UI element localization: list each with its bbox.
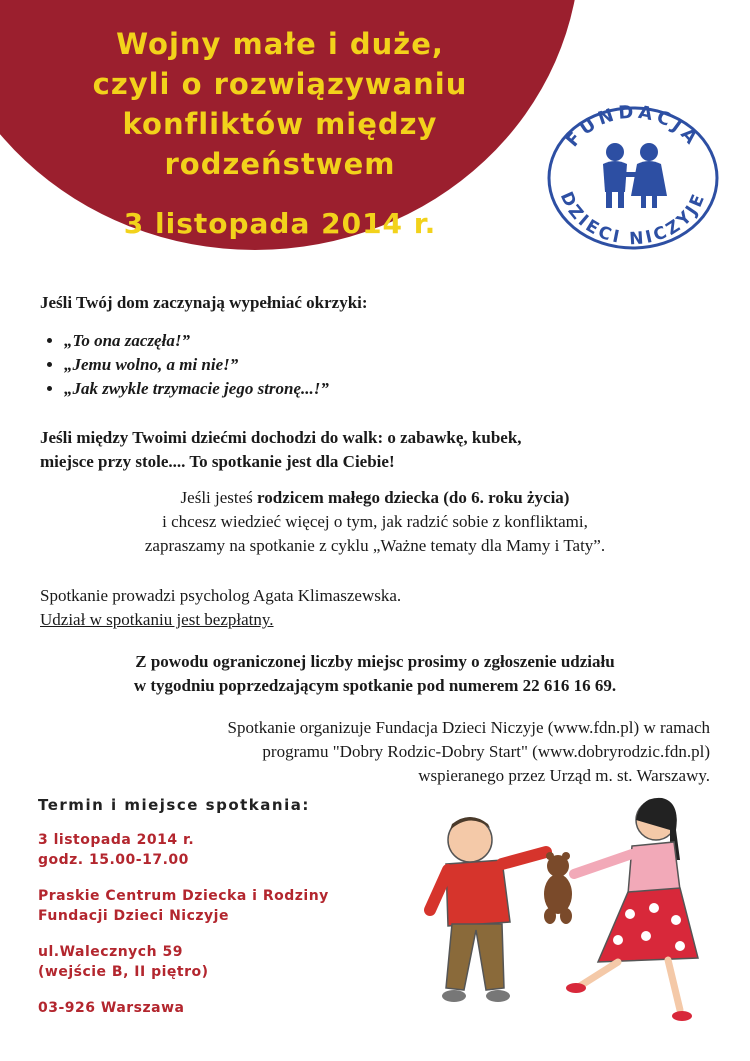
event-date: 3 listopada 2014 r. xyxy=(123,207,437,240)
invitation-prefix: Jeśli jesteś xyxy=(180,488,258,507)
registration-line-2: w tygodniu poprzedzającym spotkanie pod numerem 22 616 16 69. xyxy=(133,676,617,695)
event-details xyxy=(38,796,418,1018)
event-title xyxy=(60,24,500,244)
title-line-3: konfliktów między xyxy=(122,107,438,141)
details-date: 3 listopada 2014 r. xyxy=(38,832,195,848)
organizer-line-3: wspieranego przez Urząd m. st. Warszawy. xyxy=(418,766,710,785)
teddy-bear-icon xyxy=(544,852,572,924)
invitation-line-3: zapraszamy na spotkanie z cyklu „Ważne tematy dla Mamy i Taty”. xyxy=(144,536,606,555)
conflict-line-2: miejsce przy stole.... To spotkanie jest dla Ciebie! xyxy=(40,452,395,471)
conflict-line-1: Jeśli między Twoimi dziećmi dochodzi do walk: o zabawkę, kubek, xyxy=(40,428,522,447)
organizer-line-1: Spotkanie organizuje Fundacja Dzieci Niczyje (www.fdn.pl) w ramach xyxy=(227,718,710,737)
registration-line-1: Z powodu ograniczonej liczby miejsc prosimy o zgłoszenie udziału xyxy=(135,652,615,671)
details-place-1: Praskie Centrum Dziecka i Rodziny xyxy=(38,888,329,904)
logo-text-bottom: DZIECI NICZYJE xyxy=(555,188,711,250)
invitation-line-2: i chcesz wiedzieć więcej o tym, jak radzić sobie z konfliktami, xyxy=(162,512,588,531)
quote-item: • „Jak zwykle trzymacie jego stronę...!” xyxy=(64,377,329,401)
logo-text-top: FUNDACJA xyxy=(562,101,704,152)
title-line-1: Wojny małe i duże, xyxy=(116,27,444,61)
girl-figure xyxy=(566,798,698,1021)
title-line-4: rodzeństwem xyxy=(164,147,396,181)
quote-list xyxy=(40,329,329,401)
fundacja-logo xyxy=(543,100,723,250)
title-line-2: czyli o rozwiązywaniu xyxy=(92,67,468,101)
quote-item: • „Jemu wolno, a mi nie!” xyxy=(64,353,329,377)
registration-paragraph xyxy=(20,650,730,698)
children-illustration xyxy=(418,790,708,1040)
details-time: godz. 15.00-17.00 xyxy=(38,852,189,868)
details-address-2: (wejście B, II piętro) xyxy=(38,964,209,980)
details-city: 03-926 Warszawa xyxy=(38,1000,185,1016)
quote-item: • „To ona zaczęła!” xyxy=(64,329,329,353)
boy-figure xyxy=(430,817,546,1002)
details-title: Termin i miejsce spotkania: xyxy=(38,796,310,814)
details-place-2: Fundacji Dzieci Niczyje xyxy=(38,908,229,924)
invitation-target: rodzicem małego dziecka (do 6. roku życia) xyxy=(257,488,570,507)
invitation-paragraph xyxy=(20,486,730,558)
host-line: Spotkanie prowadzi psycholog Agata Klimaszewska. xyxy=(40,586,402,605)
host-paragraph xyxy=(40,584,401,632)
intro-text: Jeśli Twój dom zaczynają wypełniać okrzyki: xyxy=(40,293,368,312)
details-address-1: ul.Walecznych 59 xyxy=(38,944,183,960)
organizer-paragraph xyxy=(20,716,710,788)
conflict-paragraph xyxy=(40,426,700,474)
free-entry-line: Udział w spotkaniu jest bezpłatny. xyxy=(40,610,274,629)
organizer-line-2: programu "Dobry Rodzic-Dobry Start" (www.dobryrodzic.fdn.pl) xyxy=(262,742,710,761)
